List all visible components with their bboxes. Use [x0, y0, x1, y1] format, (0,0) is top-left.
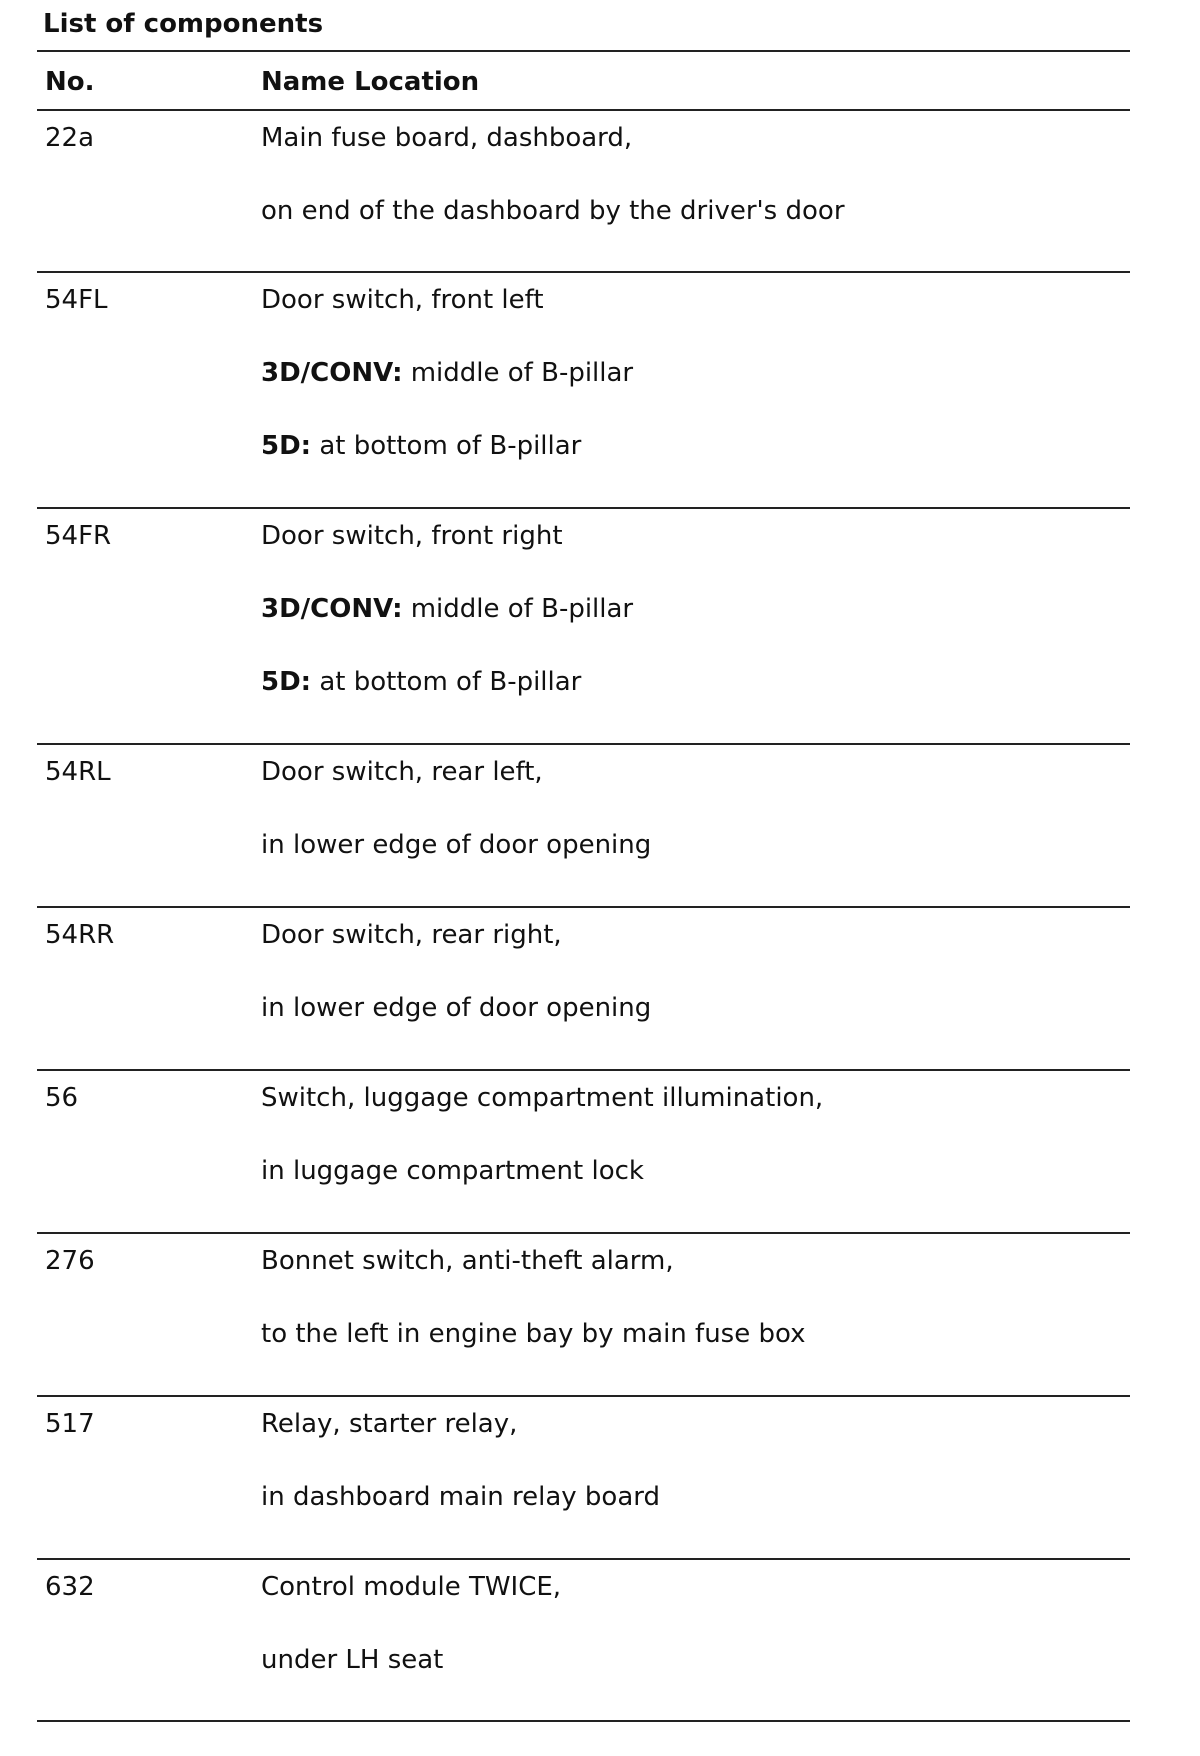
component-number: 54RR	[45, 920, 115, 950]
description-line: 3D/CONV: middle of B-pillar	[261, 358, 634, 388]
description-line: Door switch, front left	[261, 285, 544, 315]
component-name-location	[261, 754, 651, 863]
description-line: Bonnet switch, anti-theft alarm,	[261, 1246, 674, 1276]
component-name-location	[261, 282, 633, 464]
table-bottom-rule	[37, 1720, 1130, 1722]
component-name-location	[261, 1406, 660, 1515]
row-divider	[37, 1232, 1130, 1234]
component-number: 54FR	[45, 521, 112, 551]
page-title: List of components	[43, 9, 324, 39]
component-name-location	[261, 1080, 823, 1189]
description-line: Main fuse board, dashboard,	[261, 123, 633, 153]
component-number: 54FL	[45, 285, 108, 315]
description-line: under LH seat	[261, 1645, 444, 1675]
component-number: 276	[45, 1246, 95, 1276]
description-line: on end of the dashboard by the driver's door	[261, 196, 845, 226]
row-divider	[37, 906, 1130, 908]
description-line: in lower edge of door opening	[261, 993, 652, 1023]
component-number: 632	[45, 1572, 95, 1602]
component-number: 54RL	[45, 757, 111, 787]
component-name-location	[261, 518, 633, 700]
description-line: Relay, starter relay,	[261, 1409, 518, 1439]
component-number: 56	[45, 1083, 79, 1113]
description-line: in luggage compartment lock	[261, 1156, 644, 1186]
component-name-location	[261, 1569, 561, 1678]
column-header-name-location: Name Location	[261, 67, 480, 97]
table-header	[0, 58, 1200, 112]
component-number: 517	[45, 1409, 95, 1439]
component-name-location	[261, 1243, 806, 1352]
component-name-location	[261, 917, 651, 1026]
row-divider	[37, 743, 1130, 745]
row-divider	[37, 1069, 1130, 1071]
column-header-no: No.	[45, 67, 95, 97]
component-name-location	[261, 120, 845, 229]
header-bottom-rule	[37, 109, 1130, 111]
description-line: in lower edge of door opening	[261, 830, 652, 860]
description-line: Control module TWICE,	[261, 1572, 562, 1602]
description-line: Switch, luggage compartment illumination,	[261, 1083, 824, 1113]
description-line: to the left in engine bay by main fuse box	[261, 1319, 806, 1349]
row-divider	[37, 1395, 1130, 1397]
component-number: 22a	[45, 123, 95, 153]
description-line: 5D: at bottom of B-pillar	[261, 667, 582, 697]
row-divider	[37, 507, 1130, 509]
description-line: 5D: at bottom of B-pillar	[261, 431, 582, 461]
description-line: Door switch, rear right,	[261, 920, 562, 950]
description-line: 3D/CONV: middle of B-pillar	[261, 594, 634, 624]
description-line: Door switch, rear left,	[261, 757, 543, 787]
description-line: in dashboard main relay board	[261, 1482, 661, 1512]
row-divider	[37, 1558, 1130, 1560]
description-line: Door switch, front right	[261, 521, 563, 551]
table-top-rule	[37, 50, 1130, 52]
row-divider	[37, 271, 1130, 273]
